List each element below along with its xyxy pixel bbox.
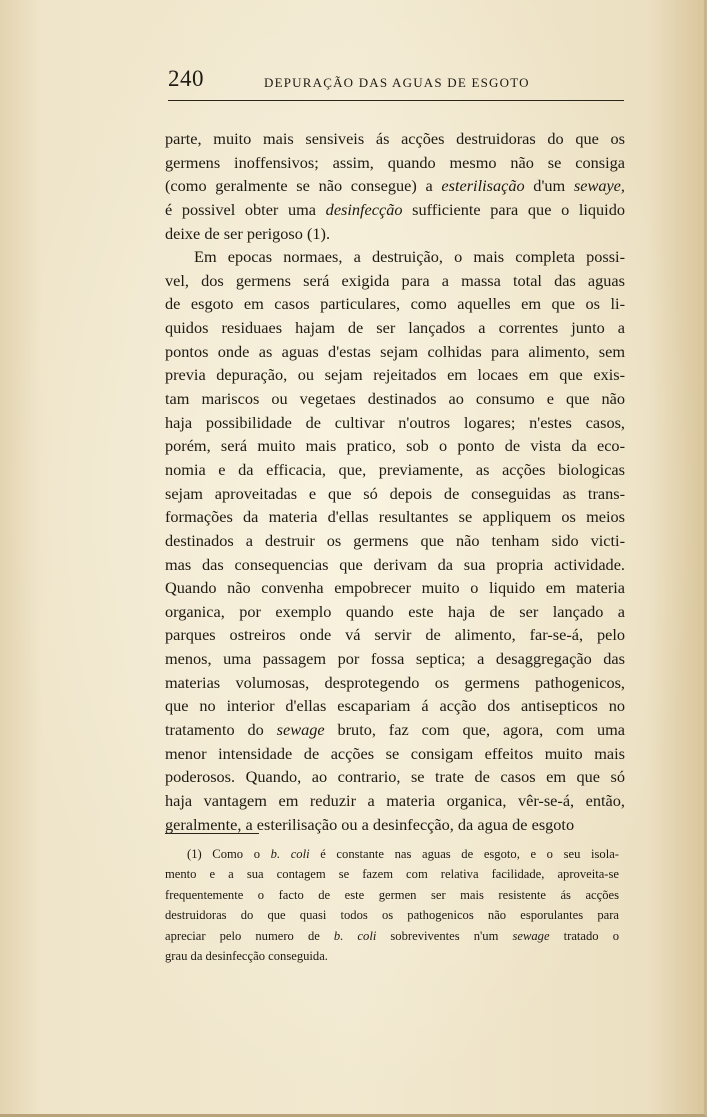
text-line: nomia e da efficacia, que, previamente, as acções biologicas (165, 459, 625, 479)
text-line: germens inoffensivos; assim, quando mesmo não se consiga (165, 152, 625, 172)
text-line: pontos onde as aguas d'estas sejam colhidas para alimento, sem (165, 341, 625, 361)
text-line: parte, muito mais sensiveis ás acções destruidoras do que os (165, 129, 625, 148)
text-line: Em epocas normaes, a destruição, o mais completa possi- (194, 247, 625, 267)
text-line: menos, uma passagem por fossa septica; a desaggregação das (165, 649, 625, 669)
body-text (165, 127, 625, 836)
text-line: vel, dos germens será exigida para a massa total das aguas (165, 270, 625, 290)
footnote-line: mento e a sua contagem se fazem com relativa facilidade, aproveita-se (165, 867, 619, 882)
text-line: haja vantagem em reduzir a materia organica, vêr-se-á, então, (165, 790, 625, 810)
text-line: quidos residuaes hajam de ser lançados a correntes junto a (165, 318, 625, 338)
footnote-line: destruidoras do que quasi todos os pathogenicos não esporulantes para (165, 908, 619, 923)
text-line: que no interior d'ellas escapariam á acção dos antisepticos no (165, 696, 625, 716)
page-header (168, 66, 624, 100)
text-line: tam mariscos ou vegetaes destinados ao consumo e que não (165, 389, 625, 409)
text-line: organica, por exemplo quando este haja de ser lançado a (165, 601, 625, 621)
text-line: poderosos. Quando, ao contrario, se trate de casos em que só (165, 767, 625, 787)
footnote-line: grau da desinfecção conseguida. (165, 948, 328, 963)
text-line: Quando não convenha empobrecer muito o liquido em materia (165, 578, 625, 598)
text-line: de esgoto em casos particulares, como aquelles em que os li- (165, 294, 625, 314)
text-line: geralmente, a esterilisação ou a desinfecção, da agua de esgoto (165, 814, 575, 834)
text-line: porém, será muito mais pratico, sob o ponto de vista da eco- (165, 436, 625, 456)
header-rule (168, 100, 624, 101)
text-line: destinados a destruir os germens que não tenham sido victi- (165, 530, 625, 550)
footnotes (165, 844, 619, 966)
text-line: tratamento do sewage bruto, faz com que, agora, com uma (165, 720, 625, 740)
text-line: (como geralmente se não consegue) a esterilisação d'um sewaye, (165, 176, 625, 196)
text-line: formações da materia d'ellas resultantes se appliquem os meios (165, 507, 625, 527)
text-line: previa depuração, ou sejam rejeitados em locaes em que exis- (165, 365, 625, 385)
text-line: mas das consequencias que derivam da sua propria actividade. (165, 554, 625, 574)
footnote-line: frequentemente o facto de este germen ser mais resistente ás acções (165, 887, 619, 902)
text-line: parques ostreiros onde vá servir de alimento, far-se-á, pelo (165, 625, 625, 645)
footnote-line: apreciar pelo numero de b. coli sobreviventes n'um sewage tratado o (165, 928, 619, 943)
running-title: DEPURAÇÃO DAS AGUAS DE ESGOTO (264, 75, 530, 90)
text-line: menor intensidade de acções se consigam effeitos muito mais (165, 743, 625, 763)
footnote-line: (1) Como o b. coli é constante nas aguas de esgoto, e o seu isola- (187, 847, 619, 861)
text-line: é possivel obter uma desinfecção sufficiente para que o liquido (165, 199, 625, 219)
text-line: sejam aproveitadas e que só depois de conseguidas as trans- (165, 483, 625, 503)
text-line: haja possibilidade de cultivar n'outros logares; n'estes casos, (165, 412, 625, 432)
text-line: deixe de ser perigoso (1). (165, 223, 331, 243)
footnote-rule (165, 833, 259, 834)
text-line: materias volumosas, desprotegendo os germens pathogenicos, (165, 672, 625, 692)
page-number: 240 (168, 66, 204, 91)
